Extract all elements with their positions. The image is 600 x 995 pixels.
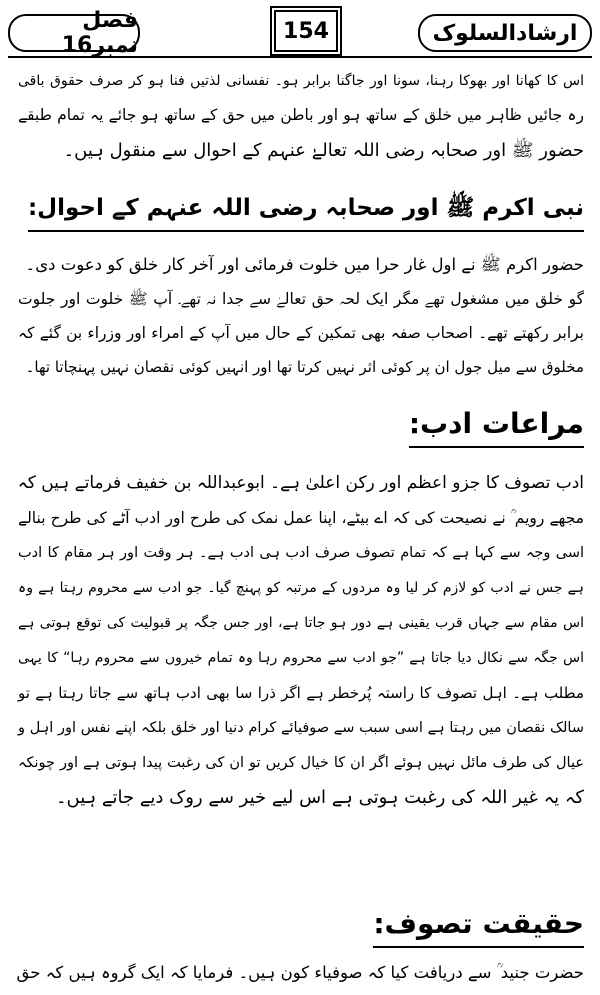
heading-text: حقیقت تصوف: (373, 904, 584, 948)
section2-line: اس جگہ سے نکال دیا جاتا ہے ”جو ادب سے محروم رہا وہ تمام خیروں سے محروم رہا“ کا یہی (18, 650, 584, 666)
heading-text: مراعات ادب: (409, 404, 584, 448)
section1-line: حضور اکرم ﷺ نے اول غار حرا میں خلوت فرمائی اور آخر کار خلق کو دعوت دی۔ (25, 255, 584, 274)
section2-line: کہ یہ غیر اللہ کی رغبت ہوتی ہے اس لیے خیر سے روک دیے جاتے ہیں۔ (55, 787, 584, 808)
section2-line: مجھے رویم ؒ نے نصیحت کی کہ اے بیٹے، اپنا عمل نمک کی طرح اور ادب آٹے کی طرح بنالے (18, 509, 584, 527)
section2-line: سالک نقصان میں رہتا ہے اسی سبب سے صوفیائے کرام دنیا اور خلق بلکہ اپنے نفس اور اہل و (18, 720, 584, 736)
section1-line: گو خلق میں مشغول تھے مگر ایک لحہ حق تعالےٰ سے جدا نہ تھے۔ آپ ﷺ خلوت اور جلوت (18, 290, 584, 308)
section2-line: اسی وجہ سے کہا ہے کہ تمام تصوف صرف ادب ہی ادب ہے۔ ہر وقت اور ہر مقام کا ادب (18, 545, 584, 561)
intro-line: اس کا کھانا اور بھوکا رہنا، سونا اور جاگنا برابر ہو۔ نفسانی لذتیں فنا ہو کر صرف حقوق باقی (18, 73, 584, 89)
section2-line: ہے جس نے ادب کو لازم کر لیا وہ مردوں کے مرتبہ کو پہنچ گیا۔ جو ادب سے محروم رہتا ہے وہ (18, 580, 584, 596)
intro-line: رہ جائیں ظاہر میں خلق کے ساتھ ہو اور باطن میں حق کے ساتھ ہو جائے یہ تمام طبقے (18, 106, 584, 124)
page-header (8, 8, 592, 58)
section1-line: برابر رکھتے تھے۔ اصحاب صفہ بھی تمکین کے حال میں آپ کے امراء اور وزراء بن گئے کہ (18, 324, 584, 342)
heading-adab (409, 404, 584, 448)
intro-line: حضور ﷺ اور صحابہ رضی اللہ تعالےٰ عنہم کے احوال سے منقول ہیں۔ (63, 140, 584, 161)
book-title: ارشادالسلوک (418, 14, 592, 52)
section2-line: عیال کی طرف مائل نہیں ہوئے اگر ان کا خیال کریں تو ان کی رغبت پیدا ہوتی ہے اور چونکہ (18, 755, 584, 771)
section3-line: حضرت جنید ؒ سے دریافت کیا کہ صوفیاء کون ہیں۔ فرمایا کہ ایک گروہ ہیں کہ حق (16, 963, 584, 982)
heading-prophet-companions (28, 188, 584, 232)
chapter-label: فصل نمبر16 (8, 14, 140, 52)
section2-line: اس مقام سے جہاں قرب یقینی ہے دور ہو جاتا ہے، اور جس جگہ پر قبولیت کی توقع ہوتی ہے (18, 615, 584, 631)
heading-text: نبی اکرم ﷺ اور صحابہ رضی اللہ عنہم کے احوال: (28, 188, 584, 232)
section2-line: مطلب ہے۔ اہل تصوف کا راستہ پُرخطر ہے اگر ذرا سا بھی ادب ہاتھ سے جاتا رہتا ہے تو (18, 684, 584, 702)
header-divider (8, 56, 592, 58)
heading-haqiqat-tasawwuf (373, 904, 584, 948)
section1-line: مخلوق سے میل جول ان پر کوئی اثر نہیں کرتا تھا اور انہیں کوئی نقصان نہیں پہنچاتا تھا۔ (25, 358, 584, 376)
section2-line: ادب تصوف کا جزو اعظم اور رکن اعلیٰ ہے۔ ابوعبداللہ بن خفیف فرماتے ہیں کہ (17, 473, 584, 493)
page-number: 154 (274, 10, 338, 52)
